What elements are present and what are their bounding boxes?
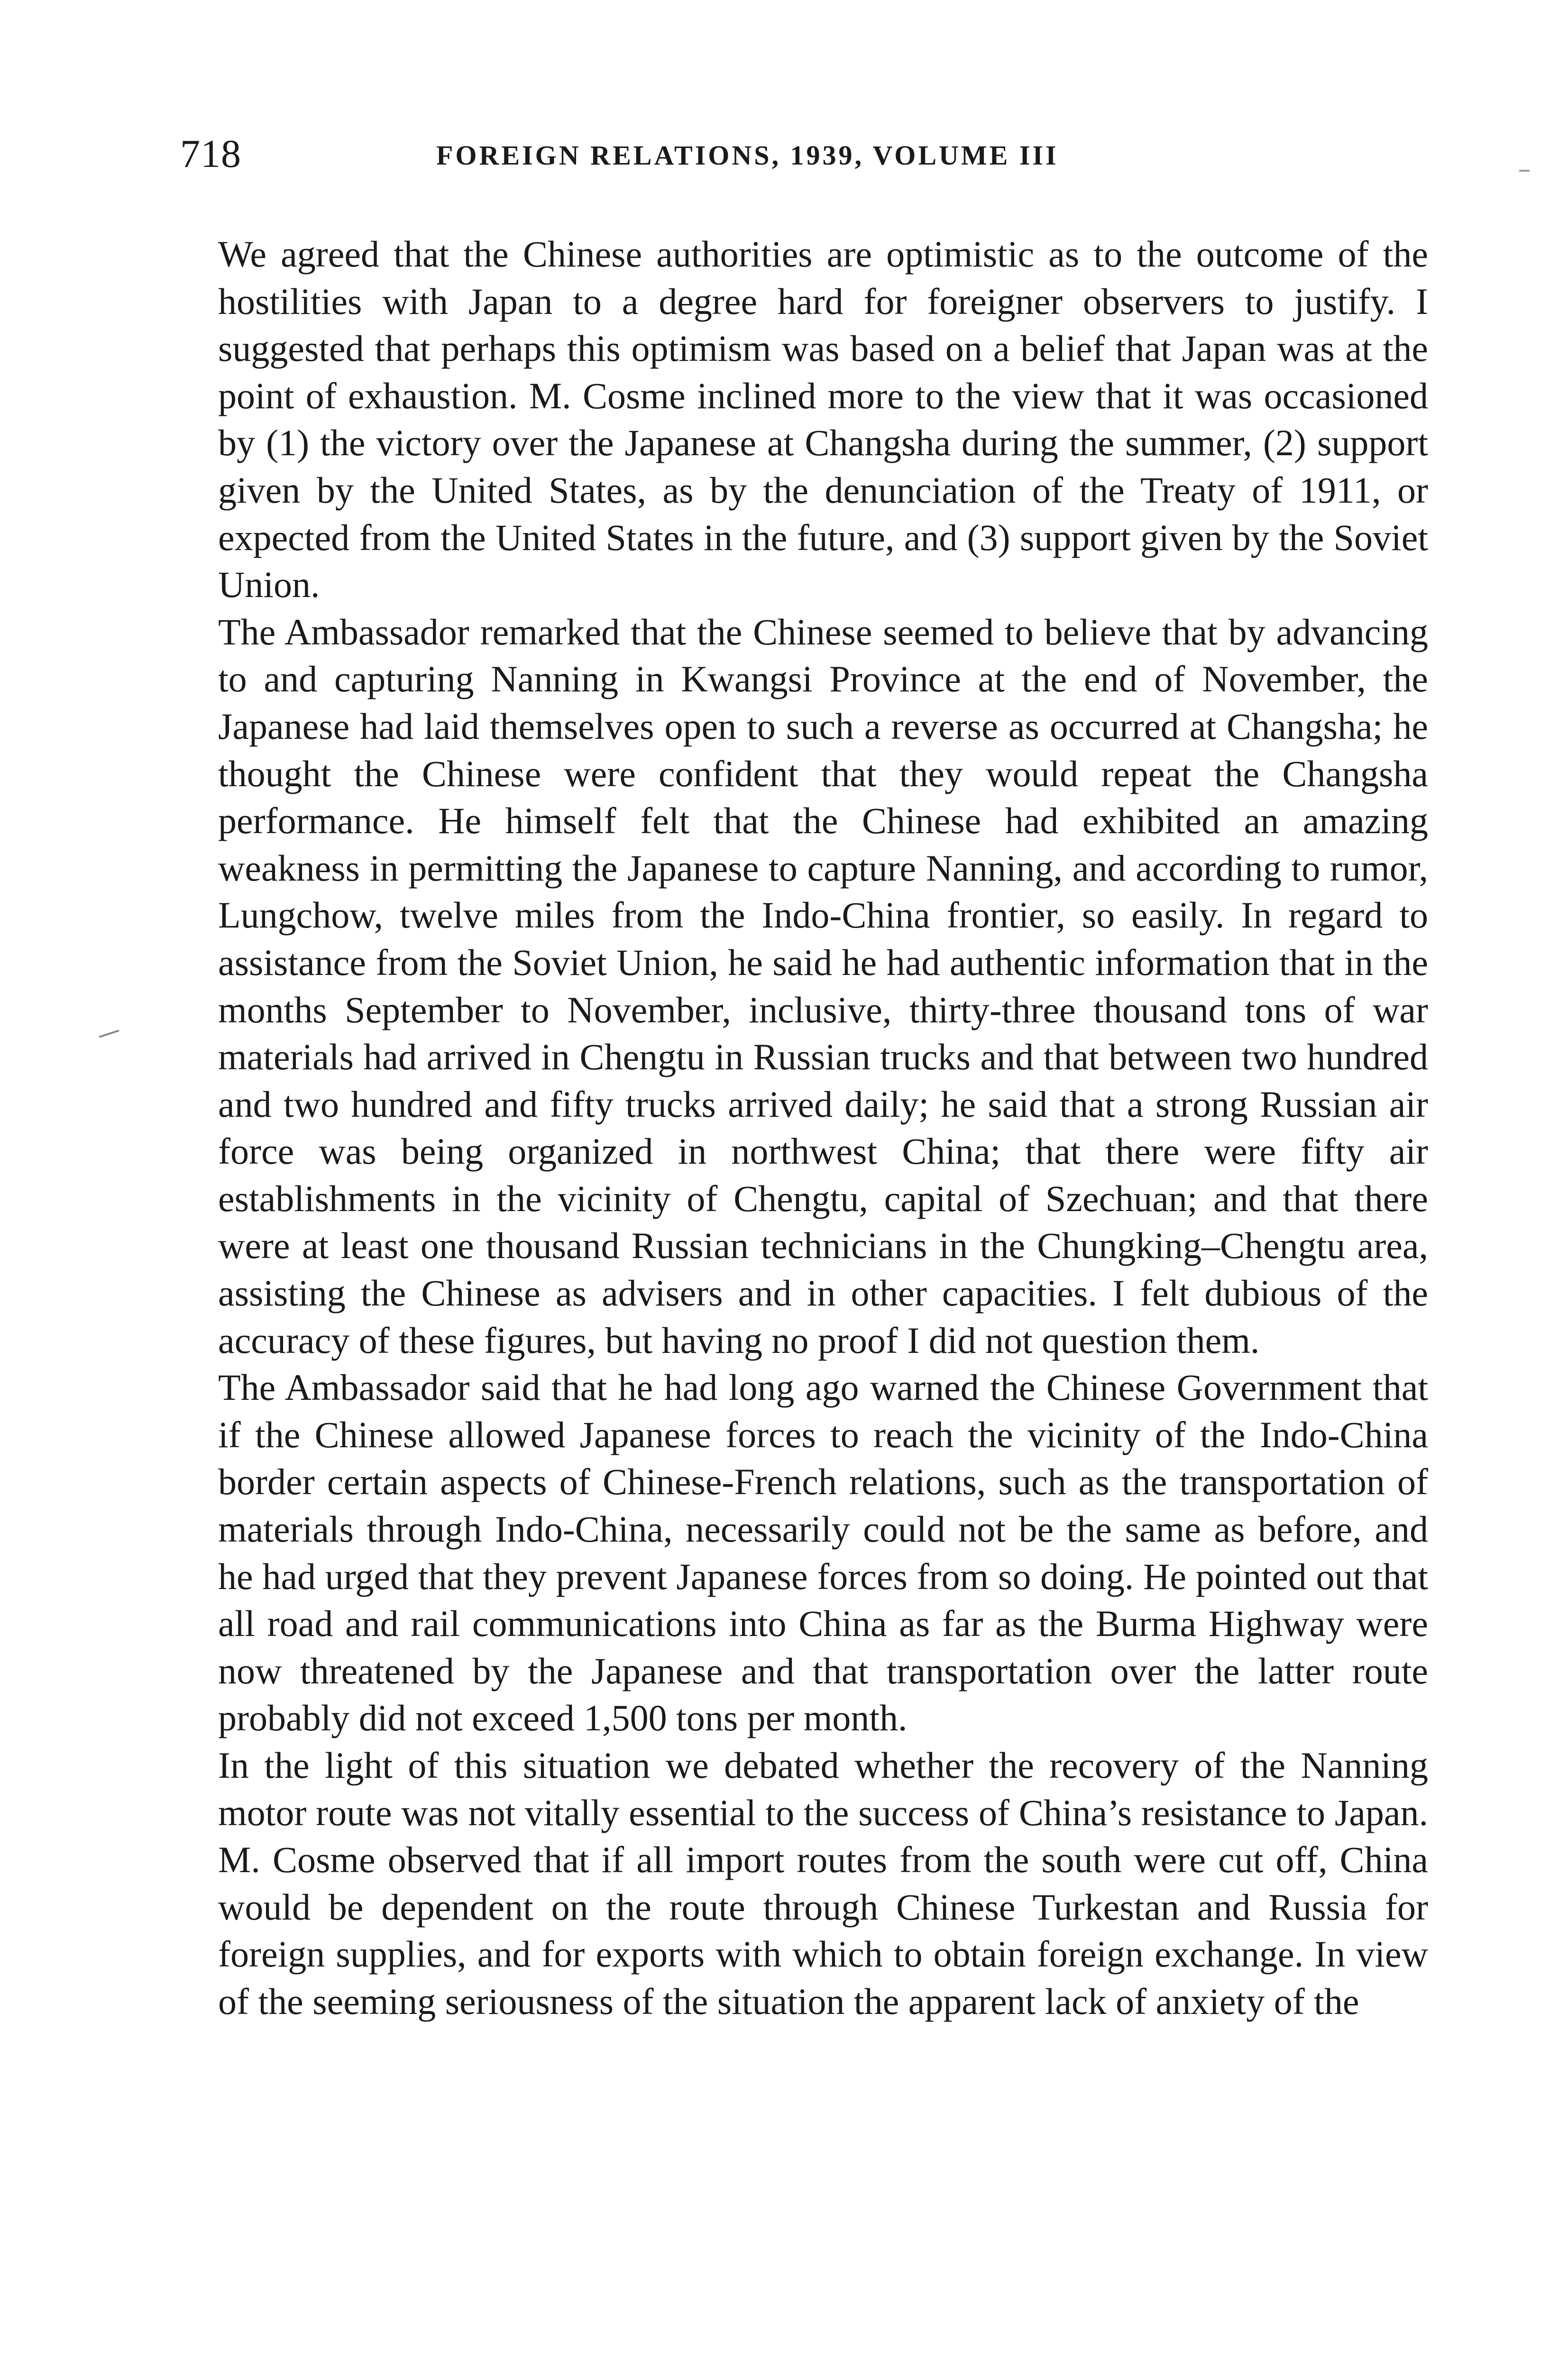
margin-mark: [99, 1029, 119, 1038]
paragraph-1: We agreed that the Chinese authorities are optimistic as to the outcome of the hostilities with Japan to a degree hard for foreigner observers to justify. I suggested that perhaps this optimism was based on a belief that Japan was at the point of exhaustion. M. Cosme inclined more to the view that it was occasioned by (1) the victory over the Japanese at Changsha during the summer, (2) support given by the United States, as by the denunciation of the Treaty of 1911, or expected from the United States in the future, and (3) support given by the Soviet Union.: [218, 233, 1428, 606]
paragraph-4: In the light of this situation we debated whether the recovery of the Nanning motor route was not vitally essential to the success of China’s resistance to Japan. M. Cosme observed that if all import routes from the south were cut off, China would be dependent on the route through Chinese Turkestan and Russia for foreign supplies, and for exports with which to obtain foreign exchange. In view of the seeming seriousness of the situation the apparent lack of anxiety of the: [218, 1745, 1428, 2022]
running-head: FOREIGN RELATIONS, 1939, VOLUME III: [436, 140, 1059, 171]
margin-mark: [1519, 170, 1530, 172]
body-text: [218, 230, 1428, 2025]
paragraph-3: The Ambassador said that he had long ago warned the Chinese Government that if the Chinese allowed Japanese forces to reach the vicinity of the Indo-China border certain aspects of Chinese-French relations, such as the transportation of materials through Indo-China, necessarily could not be the same as before, and he had urged that they prevent Japanese forces from so doing. He pointed out that all road and rail communications into China as far as the Burma Highway were now threatened by the Japanese and that transportation over the latter route probably did not exceed 1,500 tons per month.: [218, 1367, 1428, 1739]
page-number: 718: [180, 132, 241, 176]
paragraph-2: The Ambassador remarked that the Chinese seemed to believe that by advancing to and capturing Nanning in Kwangsi Province at the end of November, the Japanese had laid themselves open to such a reverse as occurred at Changsha; he thought the Chinese were confident that they would repeat the Changsha performance. He himself felt that the Chinese had exhibited an amazing weakness in permitting the Japanese to capture Nanning, and according to rumor, Lungchow, twelve miles from the Indo-China frontier, so easily. In regard to assistance from the Soviet Union, he said he had authentic information that in the months September to November, inclusive, thirty-three thousand tons of war materials had arrived in Chengtu in Russian trucks and that between two hundred and two hundred and fifty trucks arrived daily; he said that a strong Russian air force was being organized in northwest China; that there were fifty air establishments in the vicinity of Chengtu, capital of Szechuan; and that there were at least one thousand Russian technicians in the Chungking–Chengtu area, assisting the Chinese as advisers and in other capacities. I felt dubious of the accuracy of these figures, but having no proof I did not question them.: [218, 611, 1428, 1361]
page-header: [180, 130, 1432, 183]
